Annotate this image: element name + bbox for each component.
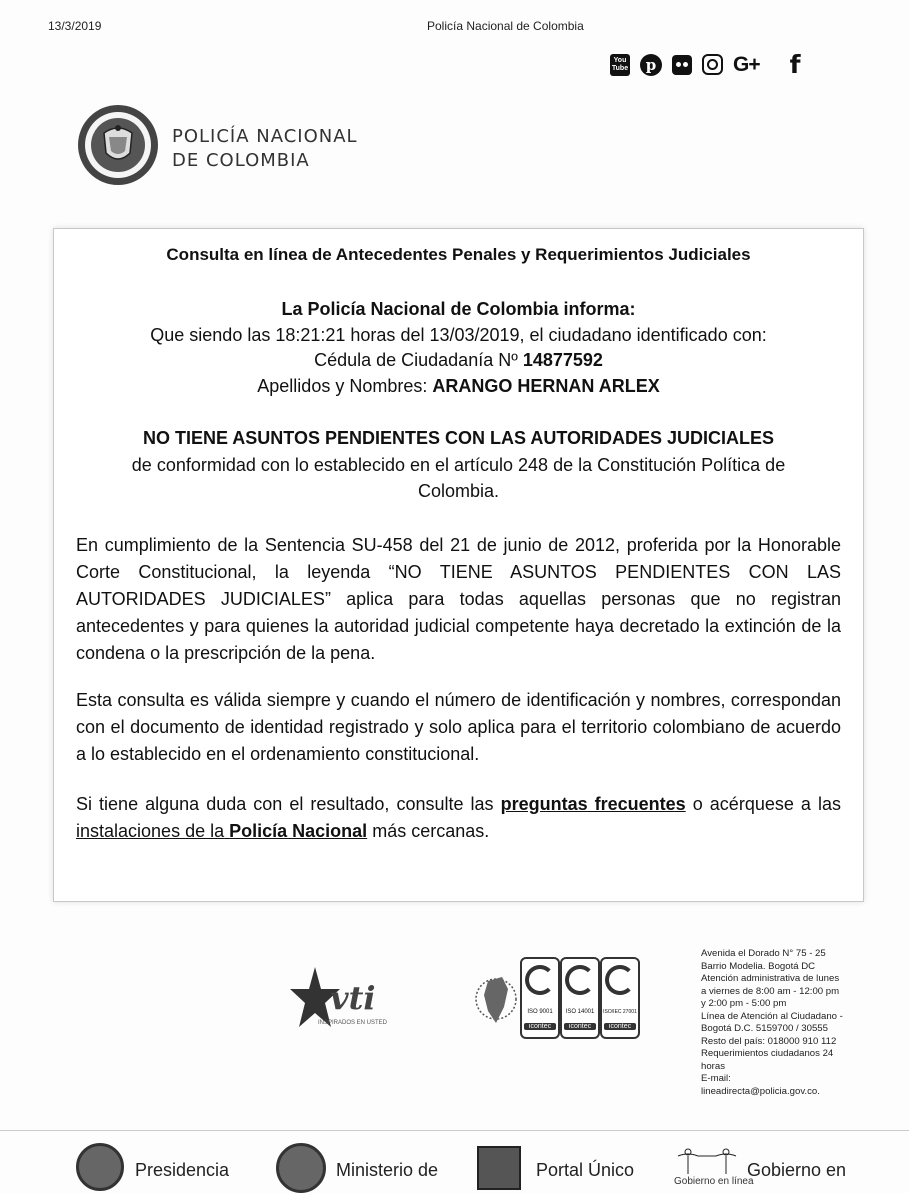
address-line: Atención administrativa de lunes bbox=[701, 973, 840, 984]
youtube-label-bottom: Tube bbox=[611, 64, 629, 72]
address-line: Resto del país: 018000 910 112 bbox=[701, 1035, 837, 1047]
help-text-c: las bbox=[817, 794, 841, 814]
iso-9001-label: ISO 9001 bbox=[527, 1009, 553, 1015]
page-header-title: Policía Nacional de Colombia bbox=[427, 19, 584, 33]
help-text-a: Si tiene alguna duda con el resultado, consulte las bbox=[76, 794, 494, 814]
contact-address bbox=[701, 948, 861, 1098]
print-date: 13/3/2019 bbox=[48, 19, 102, 33]
iso-14001-badge bbox=[560, 957, 600, 1039]
help-text-d: más cercanas. bbox=[372, 821, 490, 841]
brand-line-2: DE COLOMBIA bbox=[172, 150, 310, 171]
conformidad-line-2: Colombia. bbox=[417, 481, 500, 501]
iso-9001-badge bbox=[520, 957, 560, 1039]
flickr-icon[interactable] bbox=[672, 55, 692, 75]
address-line: y 2:00 pm - 5:00 pm bbox=[701, 998, 787, 1009]
nombres-value: ARANGO HERNAN ARLEX bbox=[432, 376, 660, 396]
informa-heading: La Policía Nacional de Colombia informa: bbox=[281, 299, 636, 319]
brand-line-1: POLICÍA NACIONAL bbox=[172, 126, 358, 147]
presidencia-seal-icon bbox=[76, 1143, 124, 1191]
pinterest-icon[interactable]: p bbox=[640, 54, 662, 76]
instagram-icon[interactable] bbox=[702, 54, 723, 75]
validity-paragraph: Esta consulta es válida siempre y cuando el número de identificación y nombres, correspondan con el documento de identidad registrado y solo aplica para el territorio colombiano de acuerdo a lo establecido en el ordenamiento constitucional. bbox=[76, 690, 841, 764]
icontec-c-icon bbox=[605, 965, 635, 995]
faq-link[interactable]: preguntas frecuentes bbox=[500, 794, 686, 814]
certifications-logos bbox=[474, 957, 644, 1045]
footer-divider bbox=[0, 1130, 909, 1131]
icontec-c-icon bbox=[525, 965, 555, 995]
instalaciones-link-text: instalaciones de la bbox=[76, 821, 225, 841]
icontec-label: icontec bbox=[564, 1023, 596, 1030]
youtube-label-top: You bbox=[613, 56, 627, 64]
address-line: E-mail: bbox=[701, 1073, 731, 1084]
social-links bbox=[610, 50, 801, 79]
address-line: Avenida el Dorado N° 75 - 25 bbox=[701, 948, 826, 959]
youtube-icon[interactable] bbox=[610, 54, 630, 76]
help-text-b: o acérquese a bbox=[692, 794, 811, 814]
cedula-number: 14877592 bbox=[522, 350, 603, 370]
icontec-label: icontec bbox=[604, 1023, 636, 1030]
query-time-line: Que siendo las 18:21:21 horas del 13/03/2019, el ciudadano identificado con: bbox=[150, 325, 767, 345]
ministerio-seal-icon bbox=[276, 1143, 326, 1193]
gobierno-link[interactable]: Gobierno en bbox=[747, 1160, 847, 1180]
help-paragraph bbox=[76, 791, 841, 845]
vti-logo[interactable] bbox=[290, 965, 415, 1040]
instalaciones-link[interactable] bbox=[76, 821, 367, 841]
address-line: Requerimientos ciudadanos 24 bbox=[701, 1048, 834, 1059]
presidencia-link[interactable]: Presidencia bbox=[135, 1160, 230, 1180]
certificate-title: Consulta en línea de Antecedentes Penales y Requerimientos Judiciales bbox=[166, 245, 751, 264]
portal-unico-icon bbox=[477, 1146, 521, 1190]
address-line: Bogotá D.C. 5159700 / 30555 bbox=[701, 1023, 828, 1034]
iso-27001-label: ISO/IEC 27001 bbox=[603, 1009, 637, 1015]
policia-link-text: Policía Nacional bbox=[229, 821, 368, 841]
policia-seal-logo[interactable] bbox=[76, 103, 160, 187]
conformidad-line-1: de conformidad con lo establecido en el artículo 248 de la Constitución Política de bbox=[131, 455, 786, 475]
gobierno-en-linea-icon bbox=[676, 1146, 738, 1176]
address-line: Barrio Modelia. Bogotá DC bbox=[701, 960, 816, 972]
sentencia-paragraph: En cumplimiento de la Sentencia SU-458 del 21 de junio de 2012, proferida por la Honorable Corte Constitucional, la leyenda “NO TIENE ASUNTOS PENDIENTES CON LAS AUTORIDADES JUDICIALES” aplica para todas aquellas personas que no registran antecedentes y para quienes la autoridad judicial competente haya decretado la extinción de la condena o la prescripción de la pena. bbox=[76, 535, 841, 663]
portal-unico-link[interactable]: Portal Único bbox=[536, 1160, 635, 1180]
address-line: Línea de Atención al Ciudadano - bbox=[701, 1010, 843, 1022]
iso-14001-label: ISO 14001 bbox=[565, 1009, 595, 1015]
google-plus-icon[interactable]: G+ bbox=[733, 52, 760, 76]
status-result: NO TIENE ASUNTOS PENDIENTES CON LAS AUTORIDADES JUDICIALES bbox=[142, 428, 775, 448]
vti-tagline: INSPIRADOS EN USTED bbox=[318, 1020, 388, 1026]
gobierno-en-linea-small: Gobierno en línea bbox=[674, 1176, 754, 1187]
icontec-c-icon bbox=[565, 965, 595, 995]
address-line: horas bbox=[701, 1060, 725, 1072]
address-line: a viernes de 8:00 am - 12:00 pm bbox=[701, 985, 840, 997]
certificate-card bbox=[53, 228, 864, 902]
email-link[interactable]: lineadirecta@policia.gov.co. bbox=[701, 1085, 820, 1097]
iso-27001-badge bbox=[600, 957, 640, 1039]
ministerio-link[interactable]: Ministerio de bbox=[336, 1160, 439, 1180]
colombia-map-icon bbox=[474, 967, 518, 1037]
icontec-label: icontec bbox=[524, 1023, 556, 1030]
nombres-line bbox=[54, 376, 863, 397]
nombres-label: Apellidos y Nombres: bbox=[257, 376, 428, 396]
facebook-icon[interactable]: f bbox=[789, 50, 801, 79]
vti-text: vti bbox=[330, 979, 376, 1017]
cedula-line bbox=[54, 350, 863, 371]
cedula-label: Cédula de Ciudadanía Nº bbox=[314, 350, 518, 370]
